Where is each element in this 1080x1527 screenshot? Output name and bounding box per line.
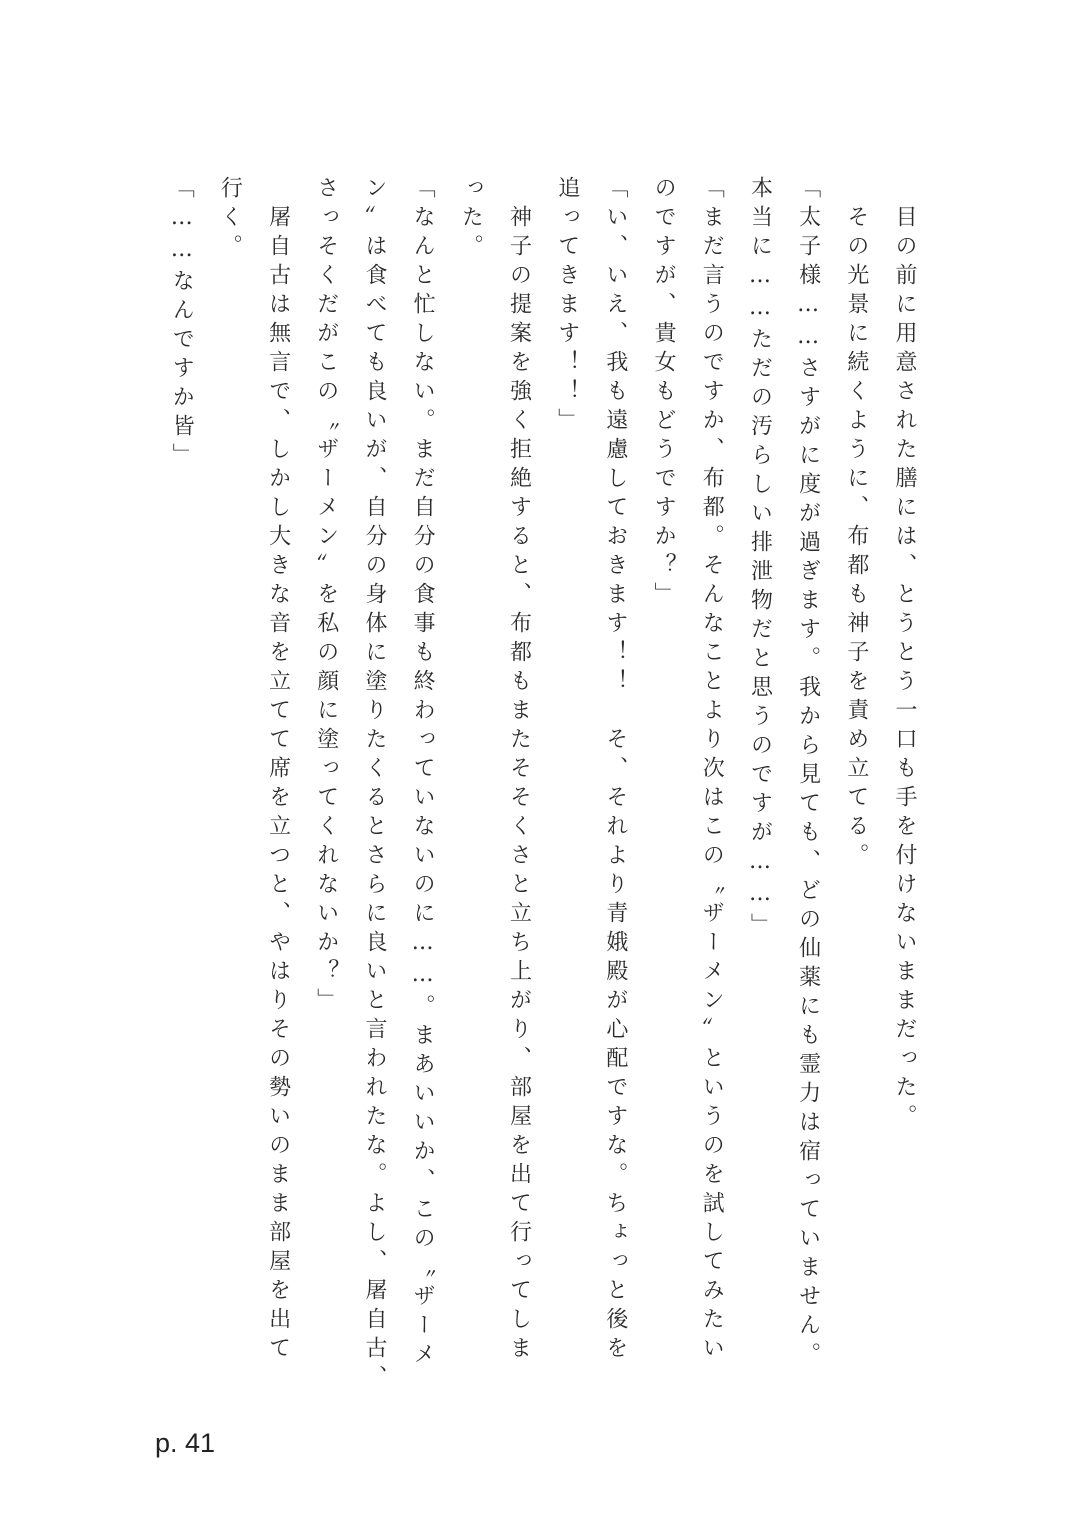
text-line: 「なんと忙しない。まだ自分の食事も終わっていないのに……。まあいいか、この〝ザーメ — [410, 176, 436, 1371]
text-line: ン〟は食べても良いが、自分の身体に塗りたくるとさらに良いと言われたな。よし、屠自古、 — [361, 176, 387, 1394]
text-line: った。 — [458, 176, 484, 263]
text-line: 行く。 — [217, 176, 243, 263]
text-line: 神子の提案を強く拒絶すると、布都もまたそそくさと立ち上がり、部屋を出て行ってしま — [506, 205, 532, 1365]
text-line: その光景に続くように、布都も神子を責め立てる。 — [843, 205, 869, 872]
text-line: 本当に……ただの汚らしい排泄物だと思うのですが……」 — [747, 176, 773, 942]
text-line: 屠自古は無言で、しかし大きな音を立てて席を立つと、やはりその勢いのまま部屋を出て — [265, 205, 291, 1365]
text-line: 「太子様……さすがに度が過ぎます。我から見ても、どの仙薬にも霊力は宿っていません。 — [795, 176, 821, 1371]
text-line: 「い、いえ、我も遠慮しておきます！！ そ、それより青娥殿が心配ですな。ちょっと後を — [602, 176, 628, 1365]
text-line: 目の前に用意された膳には、とうとう一口も手を付けないままだった。 — [892, 205, 917, 1133]
text-line: 追ってきます！！」 — [554, 176, 580, 437]
page-number: p. 41 — [155, 1428, 216, 1458]
text-line: さっそくだがこの〝ザーメン〟を私の顔に塗ってくれないか？」 — [313, 176, 339, 1017]
text-line: 「まだ言うのですか、布都。そんなことより次はこの〝ザーメン〟というのを試してみたい — [699, 176, 725, 1365]
text-line: 「……なんですか皆」 — [169, 176, 195, 472]
vertical-text-body — [157, 176, 928, 1396]
text-line: のですが、貴女もどうですか？」 — [651, 176, 677, 611]
